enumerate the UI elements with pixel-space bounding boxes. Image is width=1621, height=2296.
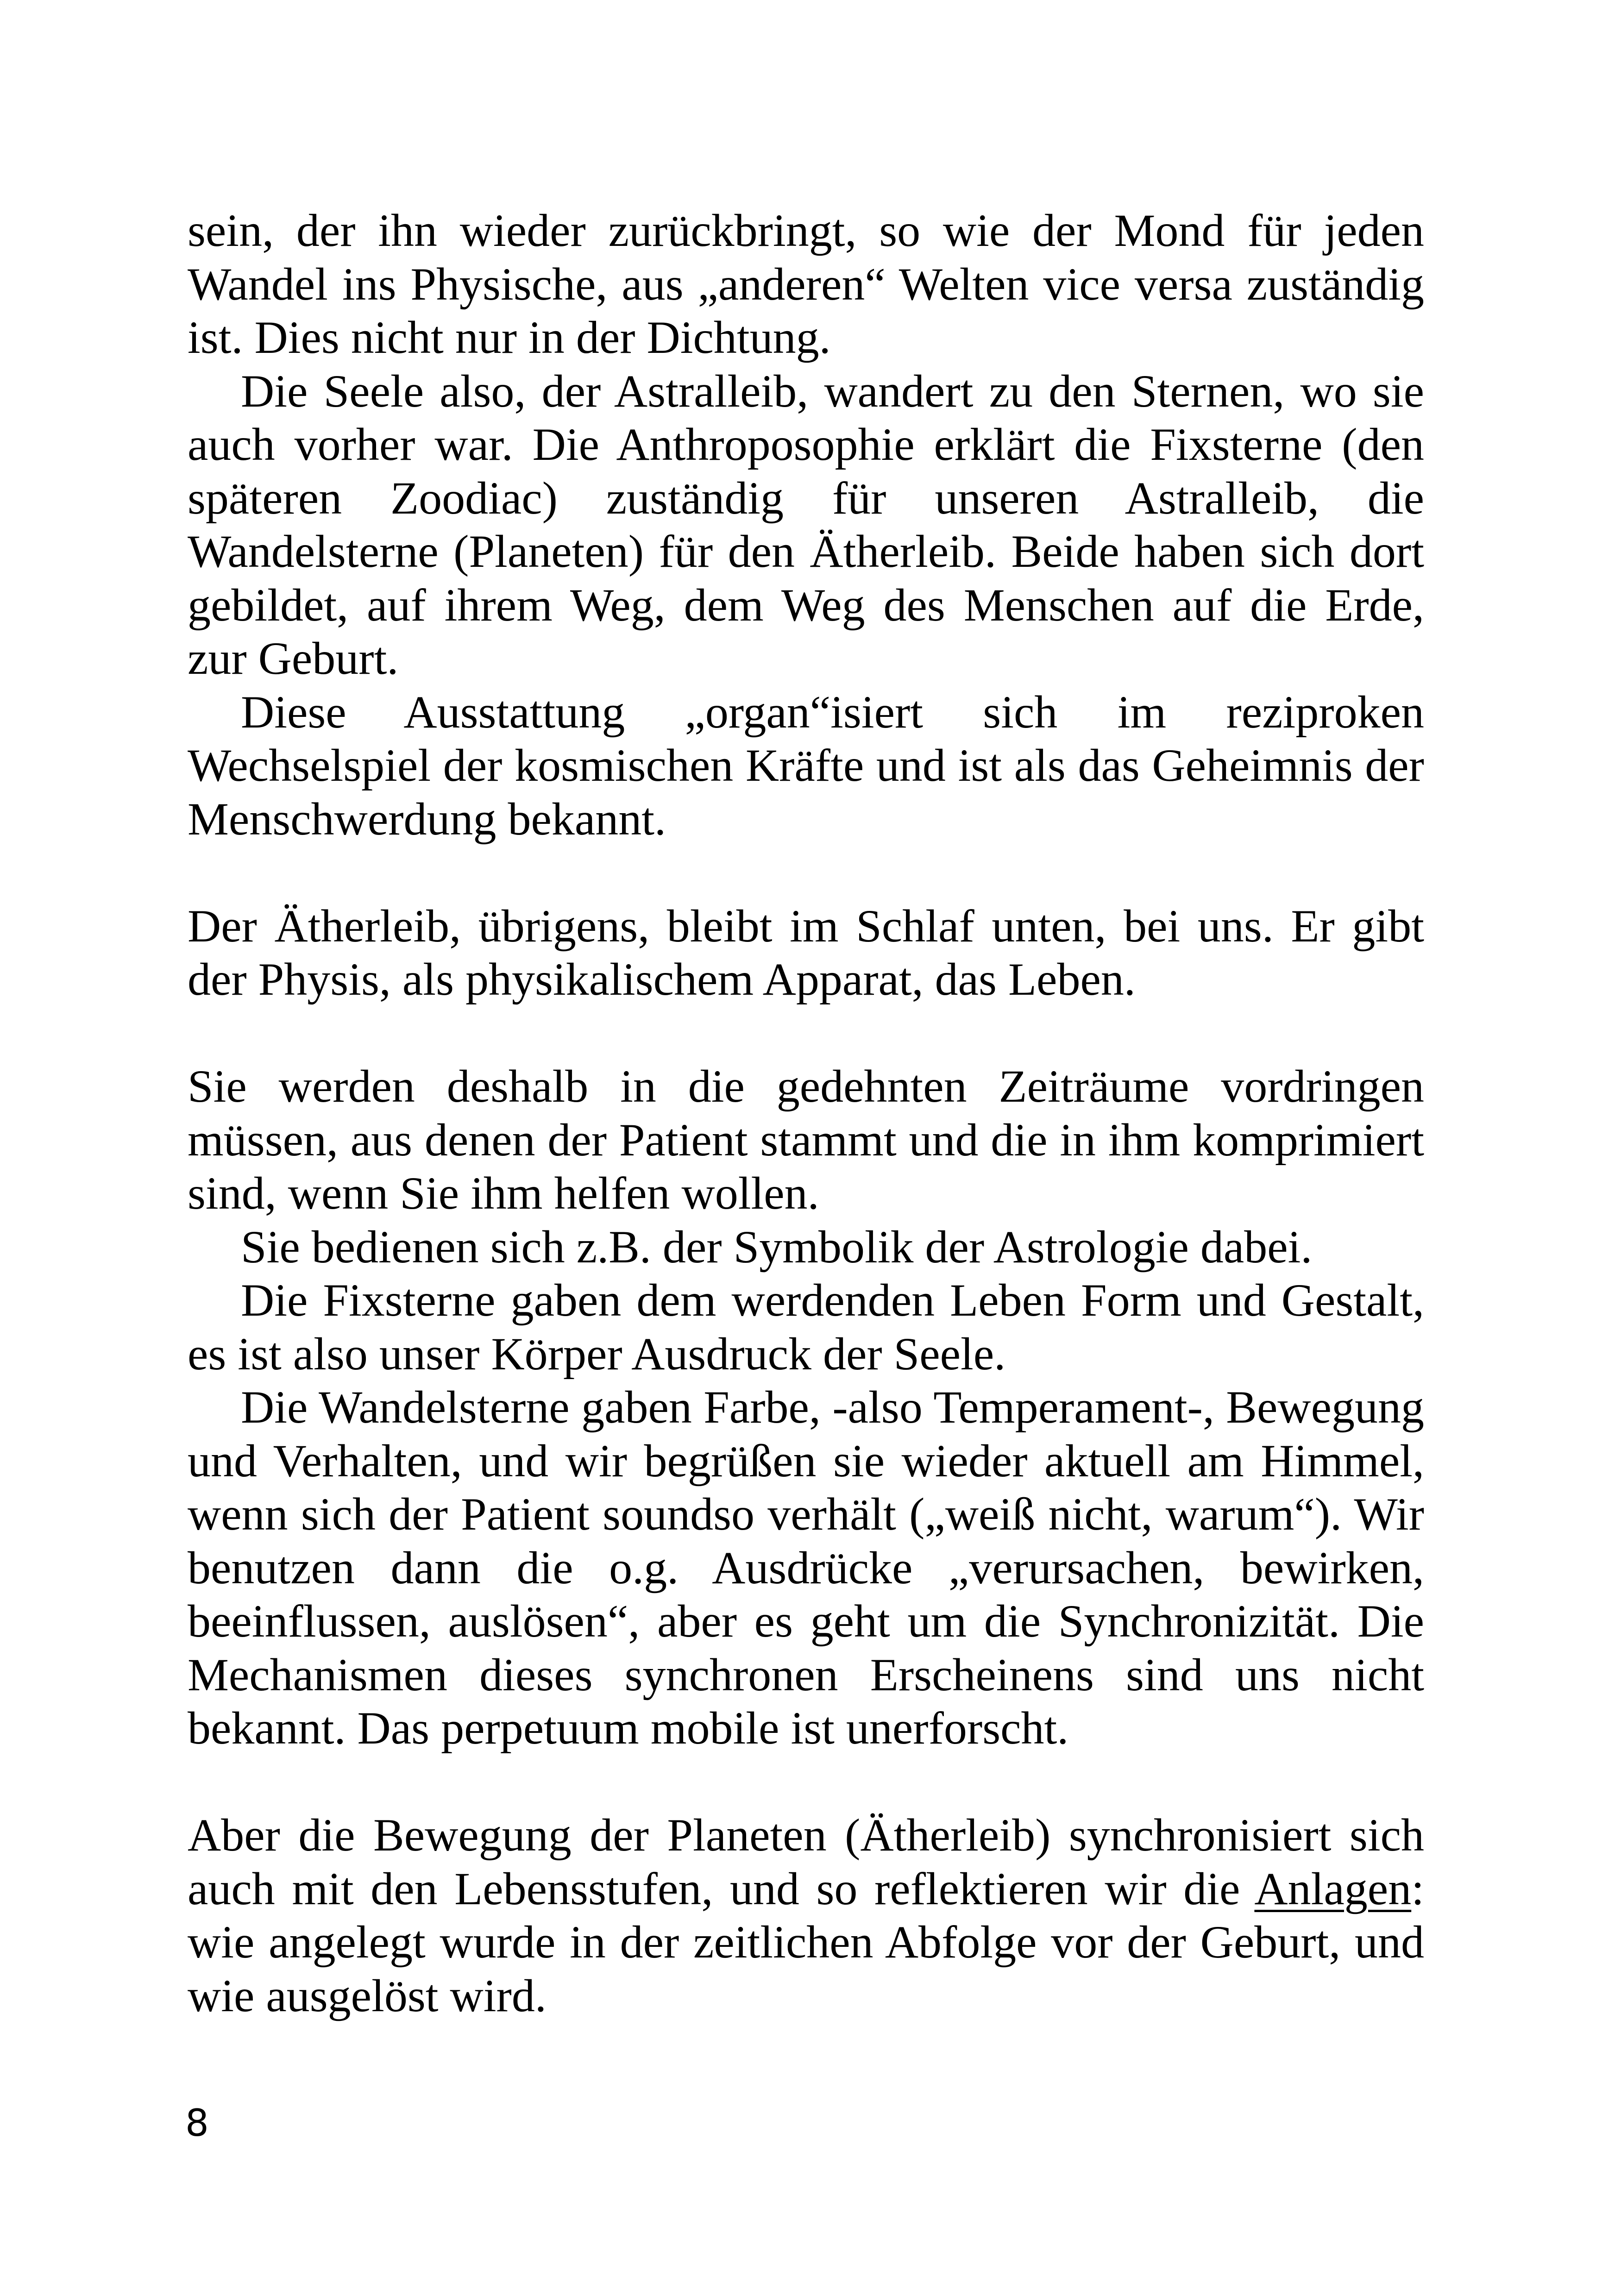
paragraph: Die Wandelsterne gaben Farbe, -also Temperament-, Bewegung und Verhalten, und wir begrüßen sie wieder aktuell am Himmel, wenn sich der Patient soundso verhält („weiß nicht, warum“). Wir benutzen dann die o.g. Ausdrücke „verursachen, bewirken, beeinflussen, auslösen“, aber es geht um die Synchronizität. Die Mechanismen dieses synchronen Erscheinens sind uns nicht bekannt. Das perpetuum mobile ist unerforscht.: [188, 1381, 1424, 1754]
paragraph: Der Ätherleib, übrigens, bleibt im Schlaf unten, bei uns. Er gibt der Physis, als physikalischem Apparat, das Leben.: [188, 900, 1424, 1005]
paragraph: Diese Ausstattung „organ“isiert sich im reziproken Wechselspiel der kosmischen Kräfte und ist als das Geheimnis der Menschwerdung bekannt.: [188, 686, 1424, 845]
paragraph-spacer: [188, 1006, 1424, 1060]
page-number: 8: [185, 2102, 209, 2145]
paragraph-spacer: [188, 1755, 1424, 1809]
body-text: [188, 204, 1424, 2022]
final-paragraph-text-end: : wie angelegt wurde in der zeitlichen Abfolge vor der Geburt, und wie ausgelöst wird.: [188, 1863, 1424, 2021]
paragraph: Sie bedienen sich z.B. der Symbolik der Astrologie dabei.: [241, 1221, 1313, 1273]
final-paragraph: [188, 1808, 1424, 2022]
paragraph: Die Fixsterne gaben dem werdenden Leben Form und Gestalt, es ist also unser Körper Ausdruck der Seele.: [188, 1274, 1424, 1380]
final-paragraph-text-start: Aber die Bewegung der Planeten (Ätherleib) synchronisiert sich auch mit den Lebensstufen, und so reflektieren wir die: [188, 1809, 1424, 1914]
paragraph: Die Seele also, der Astralleib, wandert zu den Sternen, wo sie auch vorher war. Die Anthroposophie erklärt die Fixsterne (den späteren Zoodiac) zuständig für unseren Astralleib, die Wandelsterne (Planeten) für den Ätherleib. Beide haben sich dort gebildet, auf ihrem Weg, dem Weg des Menschen auf die Erde, zur Geburt.: [188, 365, 1424, 684]
paragraph: Sie werden deshalb in die gedehnten Zeiträume vordringen müssen, aus denen der Patient stammt und die in ihm komprimiert sind, wenn Sie ihm helfen wollen.: [188, 1060, 1424, 1219]
paragraph: sein, der ihn wieder zurückbringt, so wie der Mond für jeden Wandel ins Physische, aus „anderen“ Welten vice versa zuständig ist. Dies nicht nur in der Dichtung.: [188, 205, 1424, 363]
paragraph-spacer: [188, 846, 1424, 899]
underlined-term: Anlagen: [1254, 1863, 1412, 1914]
